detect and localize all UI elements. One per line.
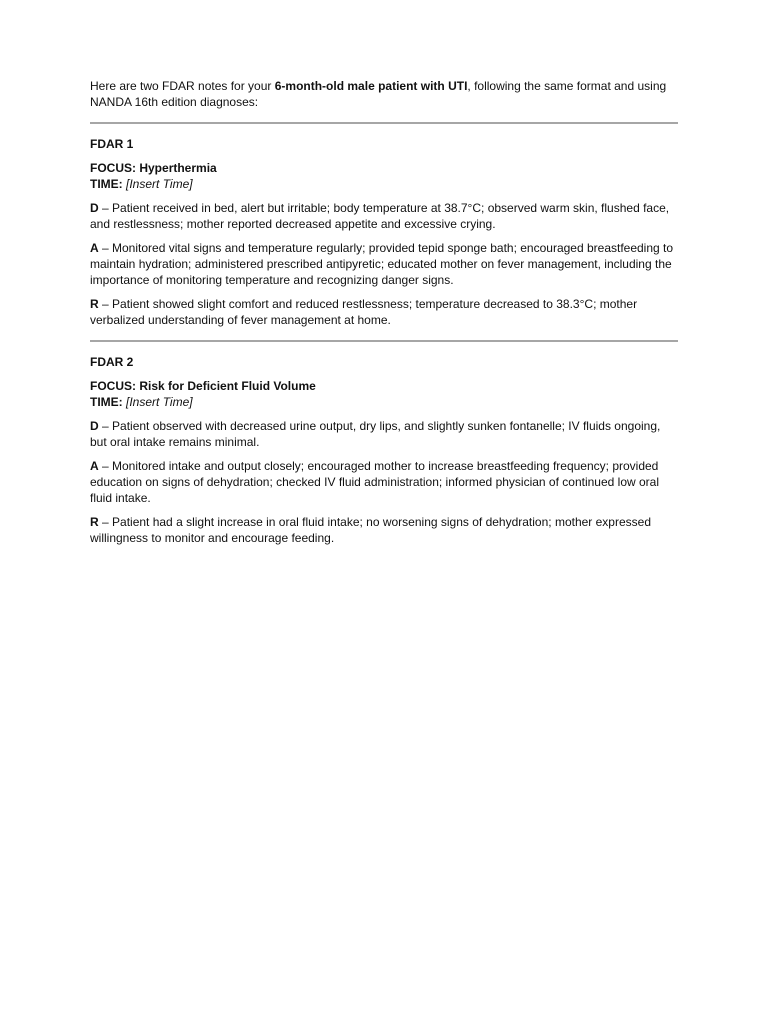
time-value: [Insert Time] [126, 177, 193, 191]
focus-line [90, 160, 678, 176]
entry-text: – Monitored intake and output closely; encouraged mother to increase breastfeeding frequency; provided education on signs of dehydration; checked IV fluid administration; informed physician of continued low oral fluid intake. [90, 459, 659, 505]
entry-text: – Monitored vital signs and temperature regularly; provided tepid sponge bath; encouraged breastfeeding to maintain hydration; administered prescribed antipyretic; educated mother on fever management, including the importance of monitoring temperature and recognizing danger signs. [90, 241, 674, 287]
focus-value: Hyperthermia [139, 161, 217, 175]
entry-response [90, 296, 678, 328]
intro-patient-emphasis: 6-month-old male patient with UTI [274, 79, 468, 93]
intro-text-end: , following the same format and using NANDA 16th edition diagnoses: [90, 79, 667, 109]
entry-text: – Patient observed with decreased urine output, dry lips, and slightly sunken fontanelle; IV fluids ongoing, but oral intake remains minimal. [90, 419, 661, 449]
intro-paragraph [90, 78, 678, 110]
entry-key: R [90, 515, 99, 529]
focus-line [90, 378, 678, 394]
entry-key: A [90, 241, 99, 255]
entry-text: – Patient had a slight increase in oral fluid intake; no worsening signs of dehydration; mother expressed willingness to monitor and encourage feeding. [90, 515, 651, 545]
entry-key: R [90, 297, 99, 311]
focus-label: FOCUS: [90, 379, 136, 393]
intro-text: Here are two FDAR notes for your [90, 79, 275, 93]
time-label: TIME: [90, 177, 123, 191]
focus-block [90, 160, 678, 192]
entry-text: – Patient received in bed, alert but irritable; body temperature at 38.7°C; observed warm skin, flushed face, and restlessness; mother reported decreased appetite and excessive crying. [90, 201, 670, 231]
focus-label: FOCUS: [90, 161, 136, 175]
entry-key: A [90, 459, 99, 473]
entry-key: D [90, 419, 99, 433]
time-line [90, 394, 678, 410]
fdar-note-1 [90, 124, 678, 328]
fdar-title: FDAR 2 [90, 355, 134, 369]
focus-value: Risk for Deficient Fluid Volume [139, 379, 316, 393]
fdar-note-2 [90, 342, 678, 546]
time-label: TIME: [90, 395, 123, 409]
entry-action [90, 458, 678, 506]
time-value: [Insert Time] [126, 395, 193, 409]
entry-text: – Patient showed slight comfort and reduced restlessness; temperature decreased to 38.3°C; mother verbalized understanding of fever management at home. [90, 297, 638, 327]
entry-data [90, 200, 678, 232]
entry-data [90, 418, 678, 450]
focus-block [90, 378, 678, 410]
entry-response [90, 514, 678, 546]
entry-key: D [90, 201, 99, 215]
time-line [90, 176, 678, 192]
entry-action [90, 240, 678, 288]
fdar-title: FDAR 1 [90, 137, 134, 151]
